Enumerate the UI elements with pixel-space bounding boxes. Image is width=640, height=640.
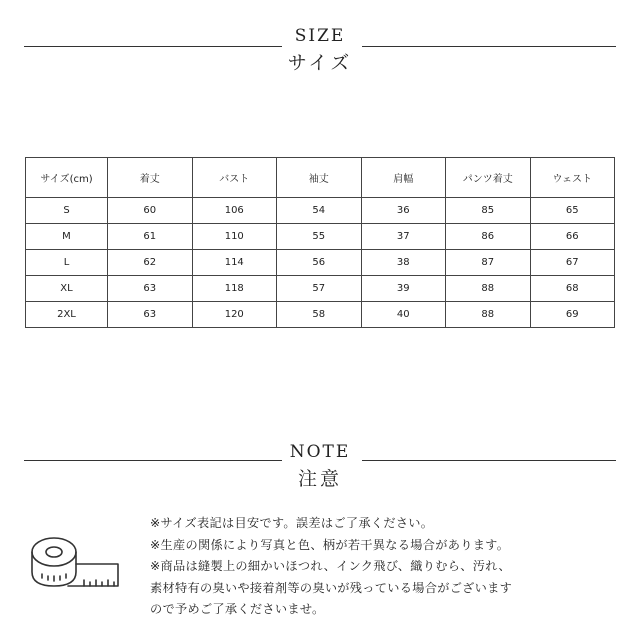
table-cell: 65 <box>530 198 615 224</box>
table-cell: 39 <box>361 276 446 302</box>
table-cell: 110 <box>192 224 277 250</box>
table-cell: M <box>26 224 108 250</box>
table-cell: 36 <box>361 198 446 224</box>
header-length: 着丈 <box>108 158 193 198</box>
table-cell: 40 <box>361 302 446 328</box>
table-cell: 63 <box>108 276 193 302</box>
header-sleeve: 袖丈 <box>277 158 362 198</box>
table-cell: 106 <box>192 198 277 224</box>
note-title-en: NOTE <box>289 442 351 462</box>
measuring-tape-icon <box>28 528 124 600</box>
table-cell: 120 <box>192 302 277 328</box>
header-bust: バスト <box>192 158 277 198</box>
table-cell: 66 <box>530 224 615 250</box>
size-title-ja: サイズ <box>287 52 353 74</box>
table-cell: 54 <box>277 198 362 224</box>
note-line: ※生産の関係により写真と色、柄が若干異なる場合があります。 <box>150 537 510 552</box>
table-cell: 63 <box>108 302 193 328</box>
size-title-en: SIZE <box>294 26 346 46</box>
table-header-row <box>26 158 615 198</box>
header-waist: ウェスト <box>530 158 615 198</box>
table-cell: 114 <box>192 250 277 276</box>
header-shoulder: 肩幅 <box>361 158 446 198</box>
table-cell: 60 <box>108 198 193 224</box>
table-cell: 118 <box>192 276 277 302</box>
table-cell: 57 <box>277 276 362 302</box>
size-section-header <box>0 26 640 76</box>
size-table <box>25 157 615 328</box>
table-row <box>26 302 615 328</box>
table-cell: 85 <box>446 198 531 224</box>
note-line: ※商品は縫製上の細かいほつれ、インク飛び、織りむら、汚れ、 <box>150 559 511 573</box>
note-line: ので予めご了承くださいませ。 <box>150 602 325 616</box>
table-cell: 86 <box>446 224 531 250</box>
table-cell: XL <box>26 276 108 302</box>
table-cell: 61 <box>108 224 193 250</box>
table-cell: 88 <box>446 302 531 328</box>
note-line: 素材特有の臭いや接着剤等の臭いが残っている場合がございます <box>150 580 513 595</box>
table-cell: 69 <box>530 302 615 328</box>
header-divider-left <box>24 46 282 47</box>
table-cell: 37 <box>361 224 446 250</box>
table-cell: 88 <box>446 276 531 302</box>
table-cell: 62 <box>108 250 193 276</box>
table-cell: 2XL <box>26 302 108 328</box>
table-row <box>26 198 615 224</box>
notes-text <box>150 513 630 621</box>
table-cell: 67 <box>530 250 615 276</box>
header-size: サイズ(cm) <box>26 158 108 198</box>
table-row <box>26 276 615 302</box>
table-cell: 87 <box>446 250 531 276</box>
table-cell: 55 <box>277 224 362 250</box>
header-divider-right <box>362 46 616 47</box>
note-title-ja: 注意 <box>297 468 342 490</box>
table-cell: 56 <box>277 250 362 276</box>
table-row <box>26 250 615 276</box>
table-cell: S <box>26 198 108 224</box>
table-cell: 68 <box>530 276 615 302</box>
note-section-header <box>0 440 640 490</box>
note-line: ※サイズ表記は目安です。誤差はご了承ください。 <box>150 516 434 530</box>
table-row <box>26 224 615 250</box>
table-cell: L <box>26 250 108 276</box>
table-cell: 58 <box>277 302 362 328</box>
table-cell: 38 <box>361 250 446 276</box>
header-pants-length: パンツ着丈 <box>446 158 531 198</box>
